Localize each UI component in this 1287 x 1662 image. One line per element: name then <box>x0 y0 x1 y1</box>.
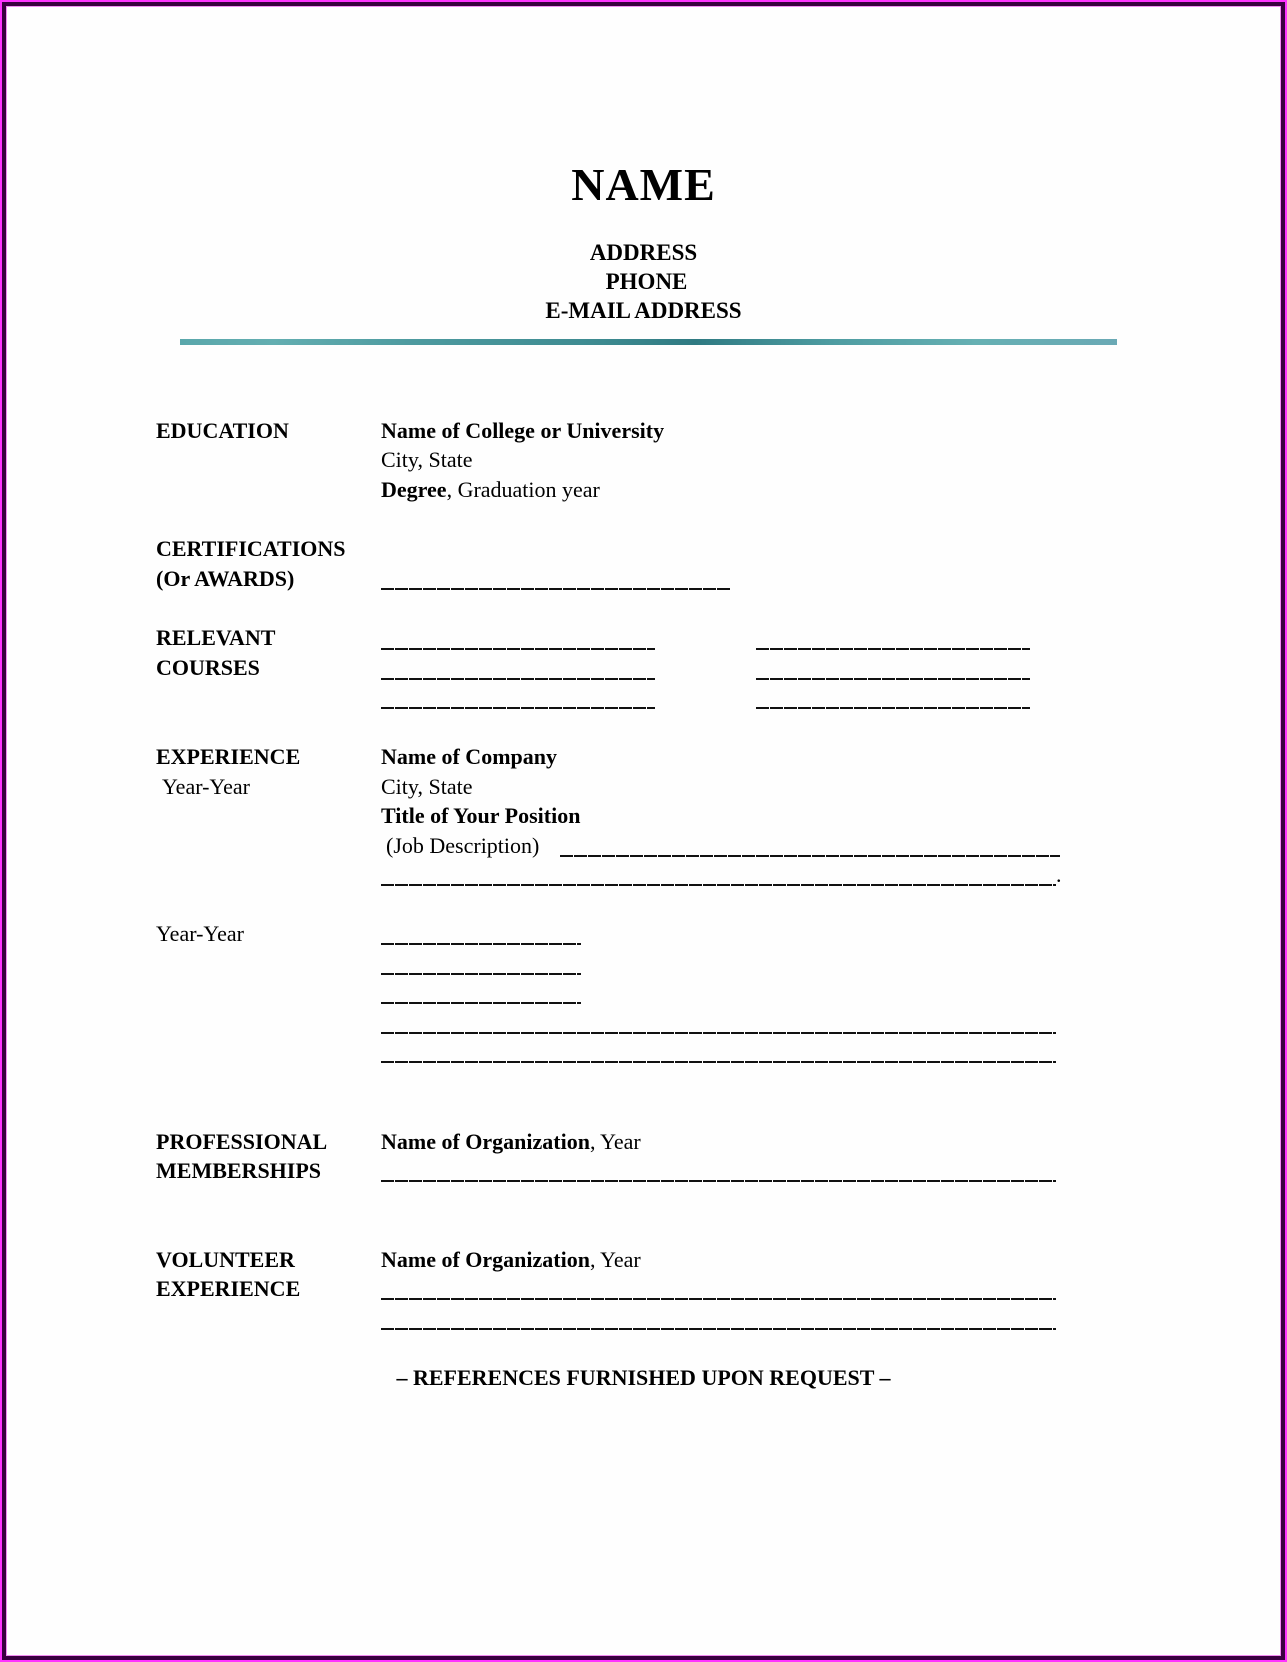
course-blank[interactable] <box>756 678 1030 680</box>
education-location: City, State <box>381 447 473 472</box>
experience-blank[interactable] <box>381 1032 1056 1034</box>
volunteer-org-line <box>381 1247 641 1273</box>
section-label-education: EDUCATION <box>156 418 289 443</box>
course-blank[interactable] <box>381 648 655 650</box>
section-label-certifications: CERTIFICATIONS <box>156 536 346 561</box>
section-label-volunteer-experience: EXPERIENCE <box>156 1276 301 1301</box>
education-degree: Degree <box>381 477 447 502</box>
course-blank[interactable] <box>381 678 655 680</box>
job-description-blank[interactable] <box>560 855 1060 857</box>
experience-blank[interactable] <box>381 943 581 945</box>
professional-org: Name of Organization <box>381 1129 590 1154</box>
experience-position: Title of Your Position <box>381 803 581 828</box>
section-label-awards: (Or AWARDS) <box>156 566 295 591</box>
experience-description-label: (Job Description) <box>386 833 540 858</box>
education-degree-line <box>381 477 600 503</box>
job-description-blank[interactable] <box>381 884 1056 886</box>
education-graduation-year: , Graduation year <box>446 477 600 502</box>
job-description-period: . <box>1056 862 1062 887</box>
professional-year: , Year <box>589 1129 641 1154</box>
section-label-relevant: RELEVANT <box>156 625 276 650</box>
volunteer-year: , Year <box>589 1247 641 1272</box>
course-blank[interactable] <box>756 648 1030 650</box>
professional-org-line <box>381 1129 641 1155</box>
professional-blank[interactable] <box>381 1180 1056 1182</box>
contact-email: E-MAIL ADDRESS <box>545 298 742 323</box>
experience-location: City, State <box>381 774 473 799</box>
education-school: Name of College or University <box>381 418 665 443</box>
references-note: – REFERENCES FURNISHED UPON REQUEST – <box>396 1365 891 1390</box>
section-label-courses: COURSES <box>156 655 260 680</box>
experience-company: Name of Company <box>381 744 557 769</box>
experience-blank[interactable] <box>381 973 581 975</box>
section-label-memberships: MEMBERSHIPS <box>156 1158 322 1183</box>
header-divider <box>180 339 1117 345</box>
contact-phone: PHONE <box>605 269 688 294</box>
volunteer-blank[interactable] <box>381 1328 1056 1330</box>
experience-years: Year-Year <box>162 774 250 799</box>
certifications-blank[interactable] <box>381 588 730 590</box>
contact-address: ADDRESS <box>589 240 698 265</box>
section-label-professional: PROFESSIONAL <box>156 1129 328 1154</box>
section-label-experience: EXPERIENCE <box>156 744 301 769</box>
resume-name: NAME <box>571 159 716 210</box>
course-blank[interactable] <box>756 707 1030 709</box>
course-blank[interactable] <box>381 707 655 709</box>
experience-years-2: Year-Year <box>156 921 244 946</box>
volunteer-org: Name of Organization <box>381 1247 590 1272</box>
section-label-volunteer: VOLUNTEER <box>156 1247 295 1272</box>
volunteer-blank[interactable] <box>381 1298 1056 1300</box>
experience-blank[interactable] <box>381 1002 581 1004</box>
experience-blank[interactable] <box>381 1061 1056 1063</box>
